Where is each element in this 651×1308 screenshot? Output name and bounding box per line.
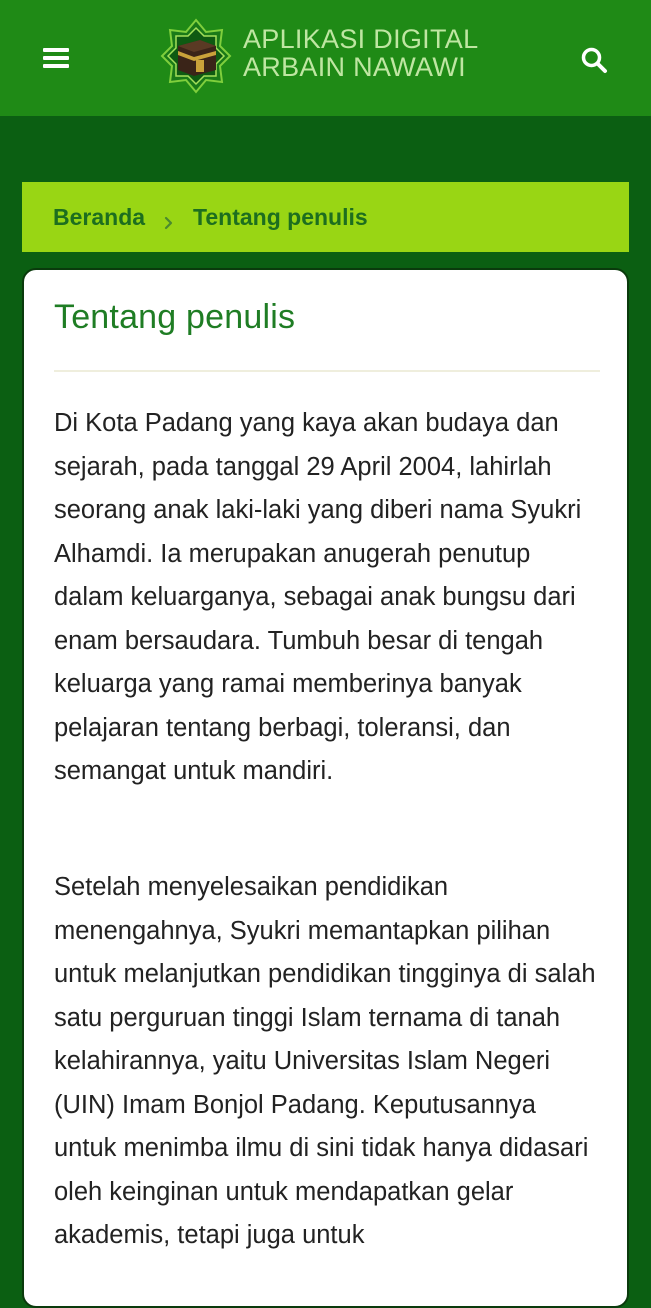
app-title — [243, 25, 478, 81]
search-icon — [580, 46, 608, 74]
content-card — [22, 268, 629, 1308]
hamburger-menu-icon — [43, 47, 69, 69]
app-title-line1: APLIKASI DIGITAL — [243, 24, 479, 54]
kaaba-logo-icon — [160, 18, 232, 94]
breadcrumb — [22, 182, 629, 252]
menu-button[interactable] — [38, 40, 74, 76]
search-button[interactable] — [574, 40, 614, 80]
app-header — [0, 0, 651, 116]
article-paragraph-1: Di Kota Padang yang kaya akan budaya dan sejarah, pada tanggal 29 April 2004, lahirlah seorang anak laki-laki yang diberi nama Syukri Alhamdi. Ia merupakan anugerah penutup dalam keluarganya, sebagai anak bungsu dari enam bersaudara. Tumbuh besar di tengah keluarga yang ramai memberinya banyak pelajaran tentang berbagi, toleransi, dan semangat untuk mandiri. — [54, 409, 582, 785]
chevron-right-icon — [161, 210, 177, 226]
article-paragraph-2: Setelah menyelesaikan pendidikan menengahnya, Syukri memantapkan pilihan untuk melanjutkan pendidikan tingginya di salah satu perguruan tinggi Islam ternama di tanah kelahirannya, yaitu Universitas Islam Negeri (UIN) Imam Bonjol Padang. Keputusannya untuk menimba ilmu di sini tidak hanya didasari oleh keinginan untuk mendapatkan gelar akademis, tetapi juga untuk — [54, 873, 596, 1249]
breadcrumb-home-link[interactable]: Beranda — [53, 203, 146, 230]
breadcrumb-current: Tentang penulis — [193, 203, 368, 230]
page-title: Tentang penulis — [54, 298, 296, 336]
title-divider — [54, 370, 600, 372]
app-logo[interactable] — [160, 18, 232, 94]
app-title-line2: ARBAIN NAWAWI — [243, 52, 466, 82]
